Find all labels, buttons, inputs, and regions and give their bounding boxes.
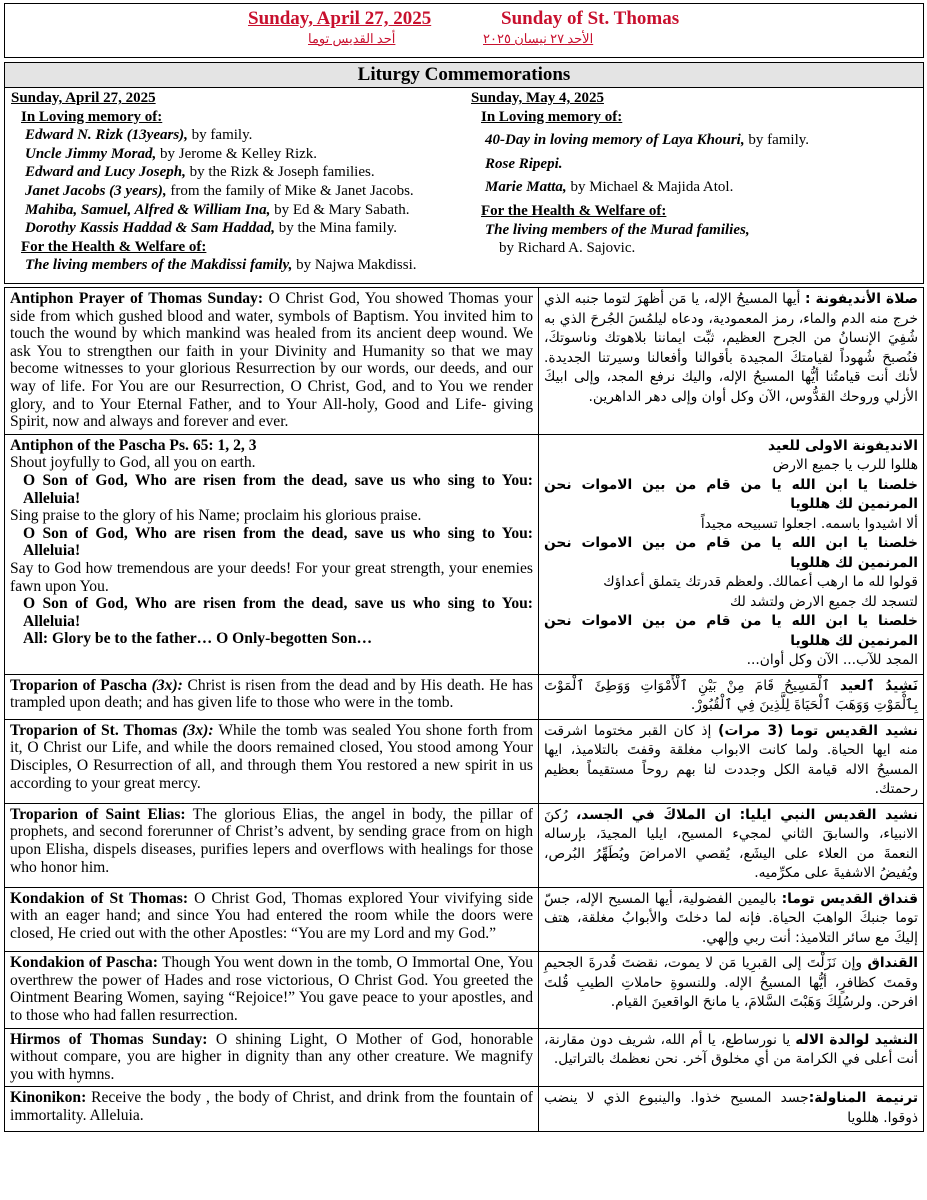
- header-date: Sunday, April 27, 2025: [248, 8, 432, 29]
- entry-by: by the Rizk & Joseph families.: [185, 164, 375, 181]
- entry-by: by Ed & Mary Sabath.: [270, 201, 410, 218]
- prayer-arabic: [539, 803, 924, 887]
- prayers-table: [4, 287, 924, 1132]
- prayer-english: [5, 1028, 539, 1087]
- memory-entry: [485, 131, 921, 150]
- health-entry: [485, 221, 921, 240]
- entry-name: Janet Jacobs (3 years),: [25, 182, 167, 199]
- prayer-title-note: (3x):: [147, 676, 183, 694]
- prayer-text: Receive the body , the body of Christ, and drink from the fountain of immortality. Alleluia.: [10, 1089, 533, 1124]
- prayer-text-arabic: ٱلْمَسِيحُ قَامَ مِنْ بَيْنِ ٱلْأَمْوَاتِ وَوَطِئَ ٱلْمَوْتَ بِٱلْمَوْتِ وَوَهَبَ ٱلْحَيَاةَ لِلَّذِينَ فِي ٱلْقُبُورْ.: [544, 677, 918, 714]
- entry-name: Edward and Lucy Joseph,: [25, 164, 186, 181]
- health-entry: [25, 256, 466, 275]
- psalm-line-arabic: هللوا للرب يا جميع الارض: [772, 457, 918, 474]
- memory-entry: [25, 219, 466, 238]
- prayer-english: [5, 803, 539, 887]
- prayer-title-arabic: نَشِيدُ ٱلعيد: [839, 677, 919, 694]
- prayer-text: O shining Light, O Mother of God, honorable without compare, you are higher in dignity than any other creature. We magnify you with hymns.: [10, 1030, 533, 1083]
- prayer-english: [5, 719, 539, 803]
- entry-by: by the Mina family.: [275, 220, 397, 237]
- prayer-arabic: [539, 1087, 924, 1132]
- prayer-arabic: [539, 719, 924, 803]
- prayer-english: [5, 952, 539, 1028]
- memory-entry: [25, 182, 466, 201]
- prayer-title: Hirmos of Thomas Sunday:: [10, 1030, 208, 1048]
- memory-entry: [25, 163, 466, 182]
- prayer-title-note: (3x):: [177, 721, 214, 739]
- prayer-row: [5, 1087, 924, 1132]
- memory-entry: [25, 201, 466, 220]
- right-date: Sunday, May 4, 2025: [471, 90, 604, 106]
- prayer-english: [5, 674, 539, 719]
- psalm-line-arabic: المجد للآب... الآن وكل أوان...: [746, 652, 918, 669]
- psalm-line-arabic: الانديفونة الاولى للعيد: [768, 437, 918, 454]
- prayer-arabic: [539, 434, 924, 674]
- left-date: Sunday, April 27, 2025: [11, 90, 156, 106]
- entry-by: by family.: [187, 127, 253, 144]
- prayer-title-arabic: نشيد القديس النبي ايليا: ان الملاكَ في الجسد،: [576, 806, 919, 823]
- psalm-verse: Shout joyfully to God, all you on earth.: [10, 454, 256, 472]
- psalm-line-arabic: خلصنا يا ابن الله يا من قام من بين الاموات نحن المرنمين لك هللويا: [544, 613, 918, 649]
- prayer-row: [5, 887, 924, 952]
- prayer-row: [5, 288, 924, 435]
- commemorations-title: Liturgy Commemorations: [5, 63, 923, 88]
- header-sunday: Sunday of St. Thomas: [501, 8, 680, 29]
- prayer-title-arabic: نشيد القديس توما (3 مرات): [718, 722, 918, 739]
- entry-name: The living members of the Murad families,: [485, 221, 750, 238]
- psalm-line-arabic: خلصنا يا ابن الله يا من قام من بين الاموات نحن المرنمين لك هللويا: [544, 535, 918, 571]
- memory-entry: [25, 145, 466, 164]
- prayer-title-arabic: النشيد لوالدة الاله: [795, 1031, 918, 1048]
- prayer-text: Christ is risen from the dead and by His death. He has trampled upon death; and has given life to those who were in the tomb.: [10, 676, 533, 712]
- header-sunday-arabic: أحد القديس توما: [308, 31, 396, 46]
- prayer-title: Kondakion of Pascha:: [10, 954, 158, 972]
- prayer-english: [5, 887, 539, 952]
- prayer-english: [5, 288, 539, 435]
- psalm-verse: Sing praise to the glory of his Name; proclaim his glorious praise.: [10, 507, 422, 525]
- prayer-title: Kondakion of St Thomas:: [10, 889, 189, 907]
- prayer-arabic: [539, 1028, 924, 1087]
- psalm-line-arabic: خلصنا يا ابن الله يا من قام من بين الاموات نحن المرنمين لك هللويا: [544, 476, 918, 513]
- prayer-arabic: [539, 288, 924, 435]
- prayer-title: Kinonikon:: [10, 1089, 87, 1107]
- prayer-text: Though You went down in the tomb, O Immortal One, You overthrew the power of Hades and rose victorious, O Christ God. You greeted the Ointment Bearing Women, saying “Rejoice!” You gave peace to your apostles, and to those who had fallen resurrection.: [10, 954, 533, 1025]
- entry-by: by Michael & Majida Atol.: [566, 179, 734, 196]
- psalm-refrain: O Son of God, Who are risen from the dead, save us who sing to You: Alleluia!: [23, 595, 533, 630]
- entry-by: by family.: [744, 132, 810, 149]
- commemorations-box: [4, 62, 924, 284]
- prayer-row: [5, 803, 924, 887]
- prayer-text-arabic: إذ كان القبر مختوما اشرقت منه ايها الحياة. ولما كانت الابواب مغلقة وقفتَ بالتلاميذ، ايها المسيحُ الاله قيامة الكل وجددت لنا بهم روحاً مستقيماً بعظيم رحمتك.: [544, 722, 918, 798]
- prayer-title-arabic: القنداق: [867, 955, 918, 972]
- entry-name: Dorothy Kassis Haddad & Sam Haddad,: [25, 220, 276, 237]
- prayer-title-arabic: صلاة الأنديفونة :: [805, 291, 918, 307]
- commemorations-left-column: [11, 89, 466, 275]
- prayer-arabic: [539, 952, 924, 1028]
- prayer-row: [5, 952, 924, 1028]
- prayer-arabic: [539, 674, 924, 719]
- left-memory-heading: In Loving memory of:: [21, 108, 163, 125]
- entry-name: Marie Matta,: [485, 179, 567, 196]
- commemorations-right-column: [471, 89, 921, 263]
- prayer-text-arabic: وإن نَزَلْتَ إلى القبرِيا مَن لا يموت، نقضتَ قُدرةَ الجحيمِ وقمتَ كظافرٍ، أيُّها المسيحُ الإله. وللنسوةِ حاملاتِ الطيبِ قُلتَ افرحن. ولرسُلِكَ وَهَبْتَ السَّلامَ، يا مانحَ الواقعينَ القيام.: [544, 955, 918, 1011]
- prayer-title: Antiphon Prayer of Thomas Sunday:: [10, 290, 264, 307]
- psalm-line-arabic: ألا اشيدوا باسمه. اجعلوا تسبيحه مجيداً: [700, 515, 918, 532]
- psalm-refrain: All: Glory be to the father… O Only-begotten Son…: [23, 630, 373, 648]
- entry-name: 40-Day in loving memory of Laya Khouri,: [485, 132, 745, 149]
- prayer-text: While the tomb was sealed You shone forth from it, O Christ our Life, and while the doors remained closed, You stood among Your Disciples, O Resurrection of all, and through them You restored a new spirit in us according to your great mercy.: [10, 721, 533, 792]
- entry-name: The living members of the Makdissi family,: [25, 257, 293, 274]
- prayer-text-arabic: باليمين الفضولية، أيها المسيح الإله، جسّ توما جنبكَ الواهبَ الحياة. فإنه لما دخلتَ والأبوابُ مغلقة، هتف إليكَ مع سائر التلاميذ: أنت ربي وإلهي.: [544, 890, 918, 946]
- right-memory-heading: In Loving memory of:: [481, 108, 623, 125]
- prayer-title: Troparion of St. Thomas: [10, 721, 178, 739]
- entry-name: Rose Ripepi.: [485, 155, 563, 172]
- entry-by: by Jerome & Kelley Rizk.: [156, 145, 318, 162]
- entry-name: Uncle Jimmy Morad,: [25, 145, 157, 162]
- entry-by: by Najwa Makdissi.: [292, 257, 417, 274]
- memory-entry: [485, 155, 921, 174]
- prayer-text: O Christ God, Thomas explored Your vivifying side with an eager hand; and since You had entered the room while the doors were closed, He cried out with the other Apostles: “You are my Lord and my God.”: [10, 889, 533, 942]
- health-entry-by: by Richard A. Sajovic.: [499, 240, 636, 257]
- prayer-text: O Christ God, You showed Thomas your side from which gushed blood and water, symbols of Baptism. You invited him to touch the wound by which mankind was healed from its ancient deep wound. We ask You to strengthen our faith in your Divinity and Humanity so that we may become witnesses to your glorious Resurrection by our words, our deeds, and our way of life. For You are our Resurrection, O Christ, God, and to You we render glory, and to Your Eternal Father, and to Your All-holy, Good and Life- giving Spirit, now and always and forever and ever.: [10, 290, 533, 431]
- prayer-text: The glorious Elias, the angel in body, the pillar of prophets, and second forerunner of Christ’s advent, by sending grace from on high upon Elisha, dispels diseases, purifies lepers and overflows with healings for those who honor him.: [10, 805, 533, 876]
- prayer-title-arabic: ترنيمة المناولة:: [808, 1090, 919, 1107]
- prayer-row: [5, 719, 924, 803]
- prayer-title: Troparion of Pascha: [10, 676, 147, 694]
- prayer-row: [5, 674, 924, 719]
- entry-name: Mahiba, Samuel, Alfred & William Ina,: [25, 201, 271, 218]
- psalm-refrain: O Son of God, Who are risen from the dead, save us who sing to You: Alleluia!: [23, 524, 533, 560]
- memory-entry: [485, 178, 921, 197]
- entry-by: from the family of Mike & Janet Jacobs.: [166, 182, 414, 199]
- prayer-title-arabic: قنداق القديس توما:: [781, 890, 918, 907]
- prayer-text-arabic: يا نورساطع، يا أم الله، شريف دون مقارنة، أنت أعلى في الكرامة من أي مخلوق آخر. نحن نعظمك بالتراتيل.: [544, 1031, 918, 1068]
- prayer-text-arabic: أيها المسيحُ الإله، يا مَن أظهرَ لتوما جنبه الذي خرج منه الدم والماء، رمز المعمودية، ودعاه ليلمُسَ الجُرحَ الذي به شُفِيَ الإنسانُ من الجرح العظيم، ثبِّت ايماننا بلاهوتك وناسوتكَ، فنُصبحَ شُهوداً لقيامتكَ المجيدة بأقوالنا وأفعالنا وسيرتنا الجديدة. لأنك أنت قيامتُنا أيُّها المسيحُ الإله، واليك نرفع المجد، وإلى ابيكَ الأزلي وروحك القدُّوس، الآن وكل أوان وإلى دهر الداهرين.: [544, 291, 918, 405]
- psalm-verse: Say to God how tremendous are your deeds! For your great strength, your enemies fawn upon You.: [10, 559, 533, 595]
- header-date-arabic: الأحد ٢٧ نيسان ٢٠٢٥: [483, 31, 594, 46]
- prayer-row: [5, 1028, 924, 1087]
- prayer-row: [5, 434, 924, 674]
- prayer-english: [5, 1087, 539, 1132]
- prayer-english: [5, 434, 539, 674]
- prayer-arabic: [539, 887, 924, 952]
- left-health-heading: For the Health & Welfare of:: [21, 238, 207, 255]
- psalm-refrain: O Son of God, Who are risen from the dead, save us who sing to You: Alleluia!: [23, 471, 533, 507]
- memory-entry: [25, 126, 466, 145]
- prayer-text-arabic: جسد المسيح خذوا. والينبوع الذي لا ينضب ذوقوا. هللويا: [544, 1090, 918, 1126]
- right-health-heading: For the Health & Welfare of:: [481, 202, 667, 219]
- prayer-title: Troparion of Saint Elias:: [10, 805, 186, 823]
- psalm-line-arabic: لتسجد لك جميع الارض ولتشد لك: [729, 593, 918, 610]
- prayer-title: Antiphon of the Pascha Ps. 65: 1, 2, 3: [10, 436, 257, 454]
- header: [4, 3, 924, 58]
- entry-name: Edward N. Rizk (13years),: [25, 127, 188, 144]
- psalm-line-arabic: قولوا لله ما ارهب أعمالك. ولعظم قدرتك يتملق أعداؤك: [603, 574, 918, 591]
- prayer-text-arabic: رُكنَ الانبياء، والسابقَ الثاني لمجيء المسيح، ايليا المجيدَ، بإرساله النعمةَ من العلاء على اليشَع، يُقصي الامراضَ ويُطَهِّرُ البُرص، ويُفيضُ الاشفيةَ على مكرِّميه.: [544, 806, 918, 882]
